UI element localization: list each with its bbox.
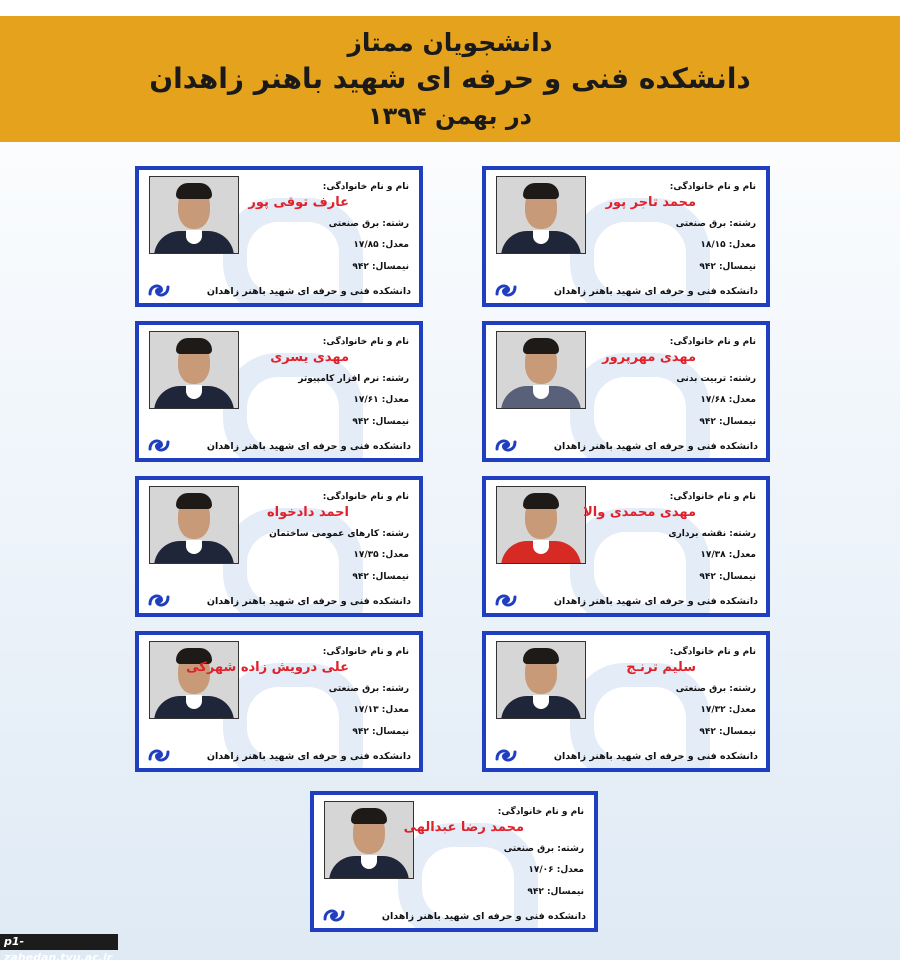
- student-name: سلیم ترنـج: [626, 660, 696, 675]
- student-semester: ۹۴۲: [352, 262, 369, 272]
- name-label: نام و نام خانوادگی:: [322, 182, 409, 192]
- student-gpa: ۱۸/۱۵: [700, 240, 726, 250]
- gpa-line: معدل: ۱۷/۳۲: [700, 705, 756, 715]
- student-major: برق صنعتی: [675, 684, 727, 694]
- gpa-line: معدل: ۱۷/۳۸: [700, 550, 756, 560]
- date-line: در بهمن ۱۳۹۴: [368, 102, 532, 130]
- student-major: برق صنعتی: [503, 844, 555, 854]
- student-gpa: ۱۷/۶۸: [700, 395, 726, 405]
- student-card: [482, 321, 770, 462]
- college-logo-icon: [494, 592, 518, 609]
- semester-line: نیمسال: ۹۴۲: [352, 727, 409, 737]
- student-semester: ۹۴۲: [352, 417, 369, 427]
- name-label: نام و نام خانوادگی:: [322, 337, 409, 347]
- student-card: [135, 166, 423, 307]
- semester-line: نیمسال: ۹۴۲: [699, 727, 756, 737]
- gpa-line: معدل: ۱۷/۱۳: [353, 705, 409, 715]
- major-line: رشته: برق صنعتی: [328, 219, 409, 229]
- major-line: رشته: نرم افزار کامپیوتر: [298, 374, 409, 384]
- gpa-line: معدل: ۱۸/۱۵: [700, 240, 756, 250]
- student-major: نقشه برداری: [668, 529, 727, 539]
- major-line: رشته: برق صنعتی: [675, 219, 756, 229]
- college-logo-icon: [147, 437, 171, 454]
- student-major: برق صنعتی: [328, 684, 380, 694]
- student-card: [482, 631, 770, 772]
- student-photo: [496, 176, 586, 254]
- student-gpa: ۱۷/۰۶: [528, 865, 554, 875]
- name-label: نام و نام خانوادگی:: [497, 807, 584, 817]
- college-logo-icon: [147, 282, 171, 299]
- student-major: برق صنعتی: [328, 219, 380, 229]
- student-name: محمد رضا عبدالهی: [403, 820, 524, 835]
- major-line: رشته: کارهای عمومی ساختمان: [269, 529, 409, 539]
- header-banner: [0, 16, 900, 142]
- semester-line: نیمسال: ۹۴۲: [352, 417, 409, 427]
- student-photo: [149, 331, 239, 409]
- name-label: نام و نام خانوادگی:: [669, 492, 756, 502]
- semester-line: نیمسال: ۹۴۲: [699, 262, 756, 272]
- card-footer: دانشکده فنی و حرفه ای شهید باهنر زاهدان: [553, 441, 758, 452]
- student-major: کارهای عمومی ساختمان: [269, 529, 380, 539]
- student-gpa: ۱۷/۳۲: [700, 705, 726, 715]
- card-footer: دانشکده فنی و حرفه ای شهید باهنر زاهدان: [206, 441, 411, 452]
- name-label: نام و نام خانوادگی:: [669, 182, 756, 192]
- student-major: تربیت بدنی: [676, 374, 727, 384]
- student-card: [135, 631, 423, 772]
- college-name: دانشکده فنی و حرفه ای شهید باهنر زاهدان: [149, 62, 751, 95]
- semester-line: نیمسال: ۹۴۲: [699, 417, 756, 427]
- card-footer: دانشکده فنی و حرفه ای شهید باهنر زاهدان: [381, 911, 586, 922]
- student-card: [310, 791, 598, 932]
- student-semester: ۹۴۲: [699, 727, 716, 737]
- card-footer: دانشکده فنی و حرفه ای شهید باهنر زاهدان: [553, 751, 758, 762]
- college-logo-icon: [494, 282, 518, 299]
- semester-line: نیمسال: ۹۴۲: [527, 887, 584, 897]
- student-name: مهدی مهرپرور: [602, 350, 696, 365]
- student-card: [135, 476, 423, 617]
- student-gpa: ۱۷/۸۵: [353, 240, 379, 250]
- student-card: [482, 166, 770, 307]
- student-semester: ۹۴۲: [352, 727, 369, 737]
- college-logo-icon: [494, 747, 518, 764]
- college-logo-icon: [147, 747, 171, 764]
- college-logo-icon: [322, 907, 346, 924]
- student-photo: [149, 641, 239, 719]
- gpa-line: معدل: ۱۷/۶۱: [353, 395, 409, 405]
- student-name: علی درویش زاده شهرکی: [186, 660, 349, 675]
- student-major: برق صنعتی: [675, 219, 727, 229]
- major-line: رشته: برق صنعتی: [328, 684, 409, 694]
- student-name: مهدی محمدی والا: [583, 505, 696, 520]
- name-label: نام و نام خانوادگی:: [322, 492, 409, 502]
- gpa-line: معدل: ۱۷/۳۵: [353, 550, 409, 560]
- major-line: رشته: برق صنعتی: [503, 844, 584, 854]
- card-footer: دانشکده فنی و حرفه ای شهید باهنر زاهدان: [206, 751, 411, 762]
- gpa-line: معدل: ۱۷/۶۸: [700, 395, 756, 405]
- card-footer: دانشکده فنی و حرفه ای شهید باهنر زاهدان: [553, 596, 758, 607]
- college-logo-icon: [147, 592, 171, 609]
- semester-line: نیمسال: ۹۴۲: [699, 572, 756, 582]
- student-photo: [496, 486, 586, 564]
- semester-line: نیمسال: ۹۴۲: [352, 572, 409, 582]
- student-name: محمد تاجر پور: [605, 195, 696, 210]
- gpa-line: معدل: ۱۷/۸۵: [353, 240, 409, 250]
- student-photo: [149, 486, 239, 564]
- student-gpa: ۱۷/۳۵: [353, 550, 379, 560]
- student-photo: [496, 331, 586, 409]
- card-footer: دانشکده فنی و حرفه ای شهید باهنر زاهدان: [206, 286, 411, 297]
- student-gpa: ۱۷/۱۳: [353, 705, 379, 715]
- student-semester: ۹۴۲: [352, 572, 369, 582]
- student-major: نرم افزار کامپیوتر: [298, 374, 380, 384]
- student-card: [135, 321, 423, 462]
- major-line: رشته: برق صنعتی: [675, 684, 756, 694]
- student-card: [482, 476, 770, 617]
- name-label: نام و نام خانوادگی:: [322, 647, 409, 657]
- student-gpa: ۱۷/۳۸: [700, 550, 726, 560]
- student-semester: ۹۴۲: [527, 887, 544, 897]
- student-name: احمد دادخواه: [266, 505, 349, 520]
- student-gpa: ۱۷/۶۱: [353, 395, 379, 405]
- top-margin: [0, 0, 900, 16]
- student-name: عارف توقی پور: [248, 195, 349, 210]
- student-semester: ۹۴۲: [699, 417, 716, 427]
- student-photo: [324, 801, 414, 879]
- student-photo: [149, 176, 239, 254]
- name-label: نام و نام خانوادگی:: [669, 337, 756, 347]
- site-watermark: p1-zahedan.tvu.ac.ir: [0, 934, 118, 950]
- gpa-line: معدل: ۱۷/۰۶: [528, 865, 584, 875]
- student-photo: [496, 641, 586, 719]
- name-label: نام و نام خانوادگی:: [669, 647, 756, 657]
- student-semester: ۹۴۲: [699, 262, 716, 272]
- student-name: مهدی یسری: [270, 350, 349, 365]
- major-line: رشته: نقشه برداری: [668, 529, 756, 539]
- student-semester: ۹۴۲: [699, 572, 716, 582]
- major-line: رشته: تربیت بدنی: [676, 374, 756, 384]
- college-logo-icon: [494, 437, 518, 454]
- page-title: دانشجویان ممتاز: [347, 28, 553, 57]
- semester-line: نیمسال: ۹۴۲: [352, 262, 409, 272]
- card-footer: دانشکده فنی و حرفه ای شهید باهنر زاهدان: [553, 286, 758, 297]
- card-footer: دانشکده فنی و حرفه ای شهید باهنر زاهدان: [206, 596, 411, 607]
